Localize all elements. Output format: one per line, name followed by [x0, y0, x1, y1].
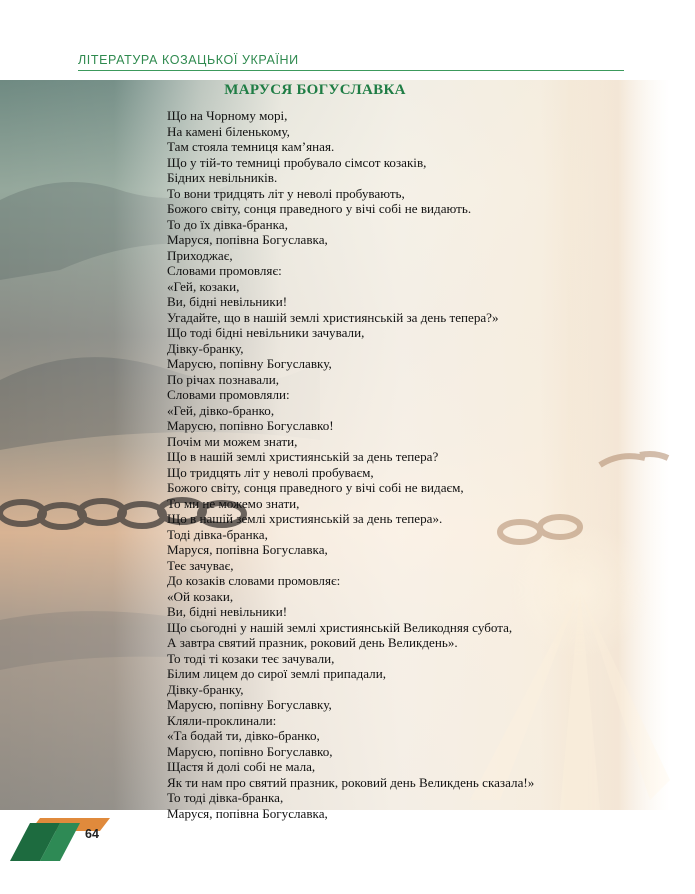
poem-title: МАРУСЯ БОГУСЛАВКА: [224, 82, 406, 98]
poem-line: Ви, бідні невільники!: [167, 604, 288, 619]
poem-line: Дівку-бранку,: [167, 681, 244, 697]
poem-line: То до їх дівка-бранка,: [167, 216, 288, 232]
poem-line: Що у тій-то темниці пробувало сімсот козаків,: [167, 154, 427, 170]
poem-line: «Гей, козаки,: [167, 278, 240, 294]
poem-line: Що тридцять літ у неволі пробуваєм,: [167, 464, 374, 480]
poem-text: [167, 108, 637, 821]
poem-line: Божого світу, сонця праведного у вічі собі не видають.: [167, 201, 472, 216]
page-corner-decoration: [0, 815, 140, 865]
poem-line: Маруся, попівна Богуславка,: [167, 805, 328, 821]
poem-line: Марусю, попівно Богуславко!: [167, 418, 334, 433]
poem-line: Дівку-бранку,: [167, 340, 244, 356]
poem-line: «Гей, дівко-бранко,: [167, 402, 275, 418]
poem-line: Маруся, попівна Богуславка,: [167, 542, 328, 557]
poem-line: Щастя й долі собі не мала,: [167, 759, 316, 774]
poem-line: То ми не можемо знати,: [167, 495, 300, 511]
poem-line: Словами промовляє:: [167, 263, 282, 278]
poem-line: Божого світу, сонця праведного у вічі собі не видаєм,: [167, 480, 464, 495]
poem-line: Там стояла темниця кам’яная.: [167, 139, 335, 154]
page-number: 64: [85, 827, 99, 841]
poem-line: Почім ми можем знати,: [167, 433, 298, 449]
poem-line: До козаків словами промовляє:: [167, 573, 341, 588]
poem-line: Що в нашій землі християнській за день тепера?: [167, 449, 439, 464]
poem-line: Що на Чорному морі,: [167, 108, 288, 123]
running-title: ЛІТЕРАТУРА КОЗАЦЬКОЇ УКРАЇНИ: [78, 53, 299, 67]
poem-line: А завтра святий празник, роковий день Великдень».: [167, 635, 458, 650]
poem-line: Ви, бідні невільники!: [167, 294, 288, 309]
poem-line: Теє зачуває,: [167, 557, 234, 573]
poem-line: Що сьогодні у нашій землі християнській Великодняя субота,: [167, 619, 513, 635]
poem-line: Марусю, попівну Богуславку,: [167, 697, 332, 712]
poem-line: Кляли-проклинали:: [167, 712, 277, 728]
poem-line: Тоді дівка-бранка,: [167, 526, 268, 542]
poem-line: Словами промовляли:: [167, 387, 290, 402]
poem-line: «Та бодай ти, дівко-бранко,: [167, 728, 320, 743]
poem-line: То тоді дівка-бранка,: [167, 790, 284, 805]
poem-line: «Ой козаки,: [167, 588, 234, 604]
header-divider: [78, 70, 624, 71]
poem-line: Як ти нам про святий празник, роковий день Великдень сказала!»: [167, 774, 535, 790]
poem-line: Білим лицем до сирої землі припадали,: [167, 666, 386, 681]
poem-line: Марусю, попівну Богуславку,: [167, 356, 332, 371]
poem-line: Що тоді бідні невільники зачували,: [167, 325, 365, 340]
poem-line: Приходжає,: [167, 247, 233, 263]
poem-line: По річах познавали,: [167, 371, 279, 387]
poem-line: То тоді ті козаки теє зачували,: [167, 650, 335, 666]
poem-line: Бідних невільників.: [167, 170, 278, 185]
poem-line: Що в нашій землі християнській за день тепера».: [167, 511, 443, 526]
poem-line: На камені біленькому,: [167, 123, 290, 139]
poem-line: То вони тридцять літ у неволі пробувають,: [167, 185, 405, 201]
poem-line: Маруся, попівна Богуславка,: [167, 232, 328, 247]
poem-line: Угадайте, що в нашій землі християнській за день тепера?»: [167, 309, 499, 325]
poem-line: Марусю, попівно Богуславко,: [167, 743, 333, 759]
